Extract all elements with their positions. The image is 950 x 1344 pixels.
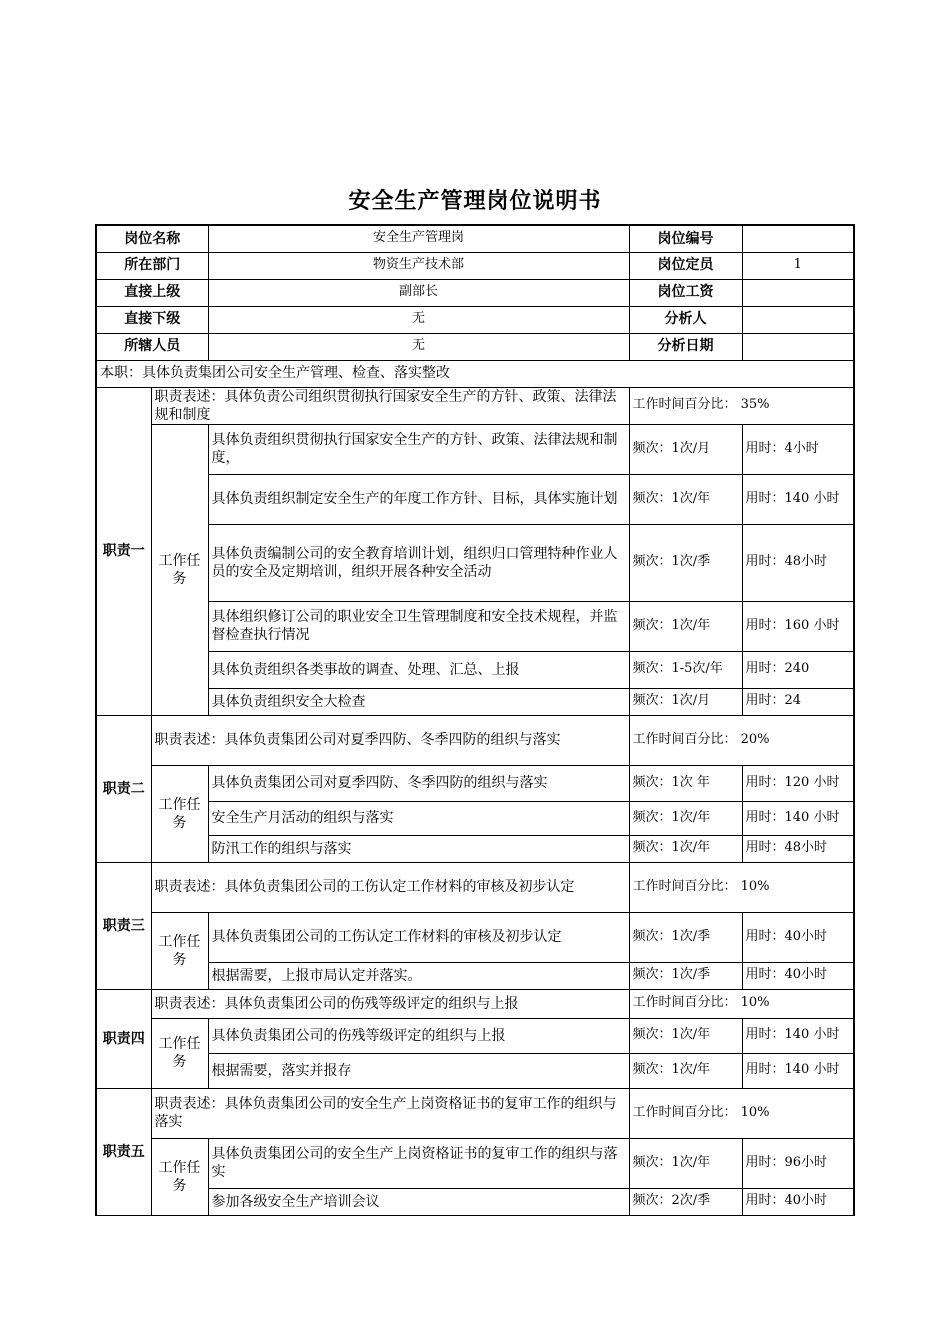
task-description: 具体负责集团公司的安全生产上岗资格证书的复审工作的组织与落实 [208,1138,629,1188]
task-time: 用时：120 小时 [742,765,854,801]
header-row [96,333,854,360]
header-value [742,279,854,306]
header-label: 岗位名称 [96,225,208,252]
task-row [96,474,854,524]
task-frequency: 频次：1次/年 [629,1018,742,1053]
task-row [96,1018,854,1053]
header-row [96,252,854,279]
task-row [96,801,854,835]
task-time: 用时：140 小时 [742,474,854,524]
header-label: 分析日期 [629,333,742,360]
header-value [742,333,854,360]
duty-statement-row [96,715,854,765]
task-description: 具体负责组织各类事故的调查、处理、汇总、上报 [208,651,629,688]
task-frequency: 频次：1次/年 [629,801,742,835]
duty-name: 职责三 [96,862,151,989]
header-value: 安全生产管理岗 [208,225,629,252]
duty-name: 职责二 [96,715,151,862]
duty-name: 职责五 [96,1088,151,1215]
task-frequency: 频次：1次/年 [629,1138,742,1188]
task-description: 参加各级安全生产培训会议 [208,1188,629,1215]
task-time: 用时：160 小时 [742,601,854,651]
task-frequency: 频次：1次 年 [629,765,742,801]
task-description: 具体负责编制公司的安全教育培训计划，组织归口管理特种作业人员的安全及定期培训，组织开展各种安全活动 [208,524,629,601]
header-value [742,225,854,252]
task-time: 用时：96小时 [742,1138,854,1188]
work-time-percentage: 工作时间百分比： 35% [629,387,854,424]
duty-statement: 职责表述：具体负责公司组织贯彻执行国家安全生产的方针、政策、法律法规和制度 [151,387,629,424]
task-description: 安全生产月活动的组织与落实 [208,801,629,835]
task-frequency: 频次：1次/年 [629,835,742,862]
work-time-percentage: 工作时间百分比： 10% [629,989,854,1018]
duty-statement-row [96,387,854,424]
task-frequency: 频次：1次/季 [629,962,742,989]
task-frequency: 频次：1次/年 [629,474,742,524]
duty-statement: 职责表述：具体负责集团公司对夏季四防、冬季四防的组织与落实 [151,715,629,765]
task-description: 防汛工作的组织与落实 [208,835,629,862]
duty-name: 职责一 [96,387,151,715]
work-time-percentage: 工作时间百分比： 20% [629,715,854,765]
task-frequency: 频次：1次/月 [629,688,742,715]
header-value: 1 [742,252,854,279]
duty-statement-row [96,1088,854,1138]
task-time: 用时：24 [742,688,854,715]
task-time: 用时：4小时 [742,424,854,474]
duty-statement-row [96,989,854,1018]
task-description: 根据需要，上报市局认定并落实。 [208,962,629,989]
task-frequency: 频次：1次/年 [629,601,742,651]
header-value: 副部长 [208,279,629,306]
header-label: 所辖人员 [96,333,208,360]
task-row [96,688,854,715]
header-label: 直接上级 [96,279,208,306]
task-time: 用时：40小时 [742,962,854,989]
task-row [96,524,854,601]
task-time: 用时：140 小时 [742,1018,854,1053]
task-time: 用时：140 小时 [742,1053,854,1088]
duty-statement: 职责表述：具体负责集团公司的伤残等级评定的组织与上报 [151,989,629,1018]
task-label: 工作任务 [151,765,208,862]
header-label: 直接下级 [96,306,208,333]
task-row [96,912,854,962]
work-time-percentage: 工作时间百分比： 10% [629,1088,854,1138]
header-label: 岗位编号 [629,225,742,252]
job-description-table [95,224,855,1216]
task-label: 工作任务 [151,912,208,989]
header-label: 岗位定员 [629,252,742,279]
task-row [96,962,854,989]
task-frequency: 频次：2次/季 [629,1188,742,1215]
task-label: 工作任务 [151,1138,208,1215]
task-frequency: 频次：1次/月 [629,424,742,474]
task-description: 具体组织修订公司的职业安全卫生管理制度和安全技术规程，并监督检查执行情况 [208,601,629,651]
task-time: 用时：240 [742,651,854,688]
work-time-percentage: 工作时间百分比： 10% [629,862,854,912]
header-label: 所在部门 [96,252,208,279]
header-value: 无 [208,306,629,333]
task-time: 用时：48小时 [742,524,854,601]
summary-row [96,360,854,387]
task-frequency: 频次：1-5次/年 [629,651,742,688]
header-value: 物资生产技术部 [208,252,629,279]
page-title: 安全生产管理岗位说明书 [348,189,602,214]
task-time: 用时：40小时 [742,1188,854,1215]
task-description: 具体负责组织贯彻执行国家安全生产的方针、政策、法律法规和制度， [208,424,629,474]
task-description: 具体负责集团公司的工伤认定工作材料的审核及初步认定 [208,912,629,962]
task-row [96,1053,854,1088]
task-row [96,1188,854,1215]
task-time: 用时：140 小时 [742,801,854,835]
header-row [96,279,854,306]
header-value [742,306,854,333]
task-row [96,651,854,688]
task-time: 用时：48小时 [742,835,854,862]
header-value: 无 [208,333,629,360]
task-description: 具体负责集团公司的伤残等级评定的组织与上报 [208,1018,629,1053]
duty-statement: 职责表述：具体负责集团公司的安全生产上岗资格证书的复审工作的组织与落实 [151,1088,629,1138]
task-label: 工作任务 [151,1018,208,1088]
task-row [96,424,854,474]
header-label: 分析人 [629,306,742,333]
duty-statement-row [96,862,854,912]
task-row [96,835,854,862]
task-row [96,1138,854,1188]
task-frequency: 频次：1次/季 [629,524,742,601]
duty-name: 职责四 [96,989,151,1088]
task-description: 具体负责集团公司对夏季四防、冬季四防的组织与落实 [208,765,629,801]
duty-statement: 职责表述：具体负责集团公司的工伤认定工作材料的审核及初步认定 [151,862,629,912]
task-label: 工作任务 [151,424,208,715]
header-label: 岗位工资 [629,279,742,306]
task-description: 根据需要，落实并报存 [208,1053,629,1088]
task-row [96,601,854,651]
header-row [96,225,854,252]
task-time: 用时：40小时 [742,912,854,962]
header-row [96,306,854,333]
task-description: 具体负责组织安全大检查 [208,688,629,715]
task-frequency: 频次：1次/季 [629,912,742,962]
job-summary: 本职：具体负责集团公司安全生产管理、检查、落实整改 [96,360,854,387]
task-description: 具体负责组织制定安全生产的年度工作方针、目标，具体实施计划 [208,474,629,524]
task-row [96,765,854,801]
task-frequency: 频次：1次/年 [629,1053,742,1088]
